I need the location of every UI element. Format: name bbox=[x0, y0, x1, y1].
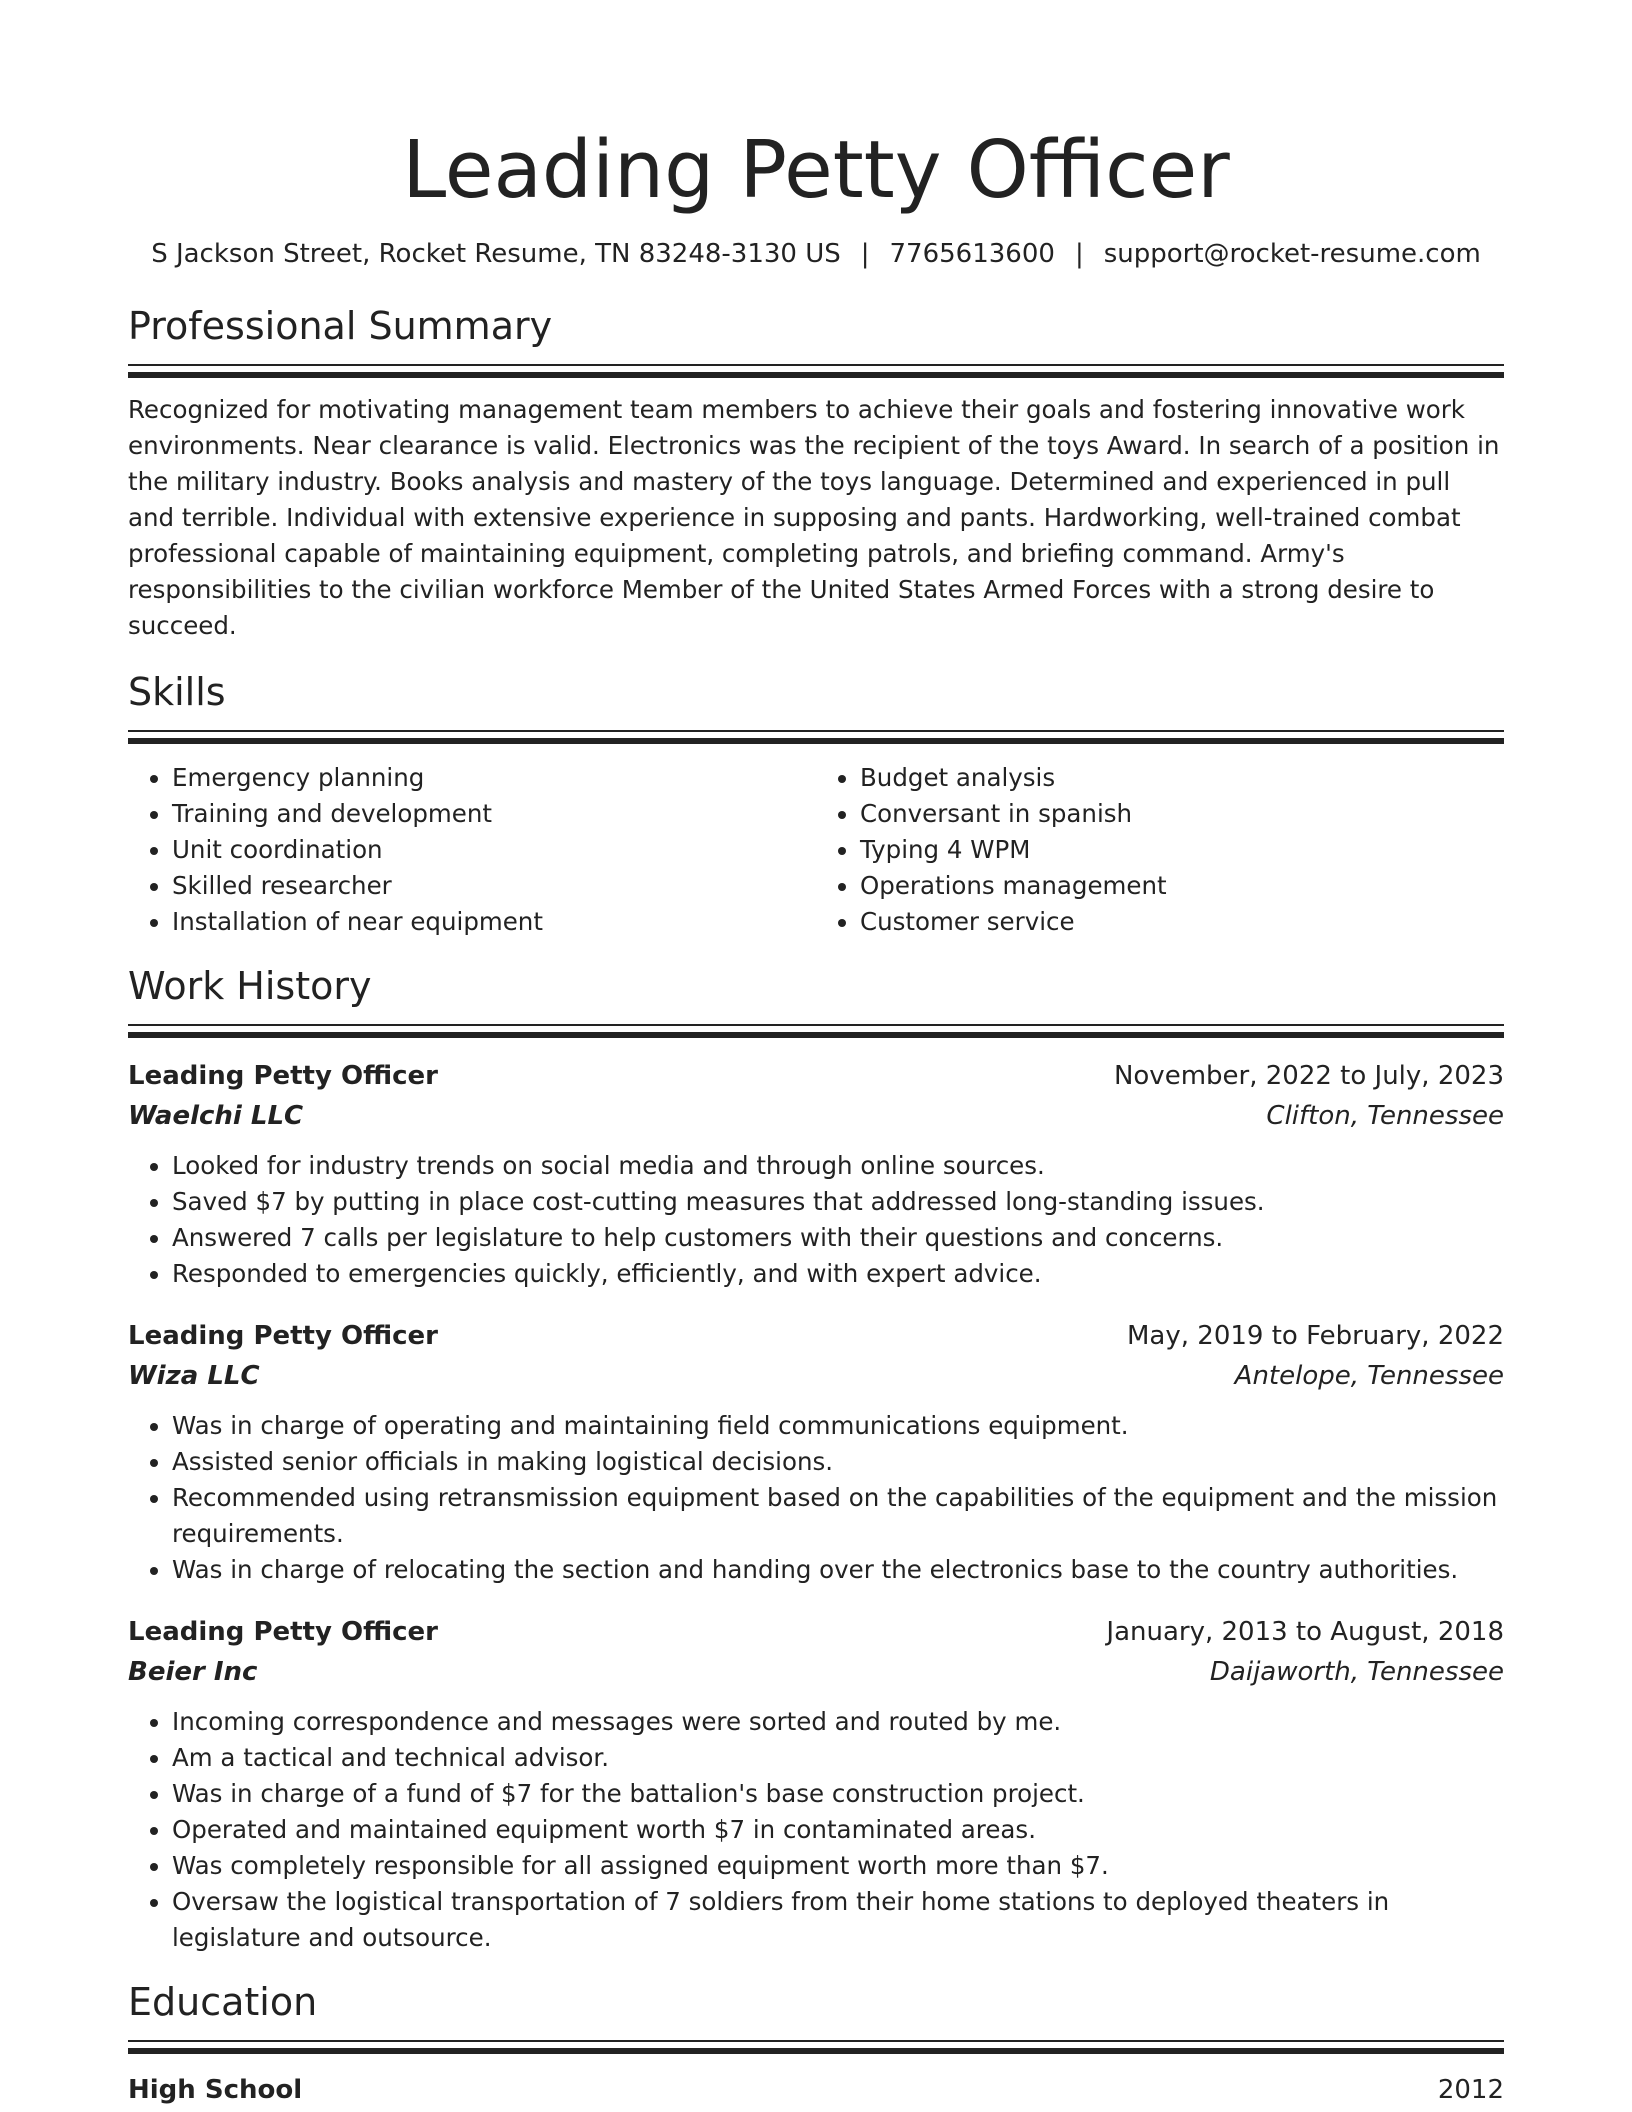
job-entry bbox=[128, 1612, 1504, 1956]
job-bullet: • Answered 7 calls per legislature to help customers with their questions and concerns. bbox=[172, 1220, 1504, 1256]
contact-separator: | bbox=[1074, 239, 1084, 269]
job-location: Daijaworth, Tennessee bbox=[1209, 1657, 1504, 1687]
contact-line bbox=[128, 236, 1504, 272]
education-entry bbox=[128, 2070, 1504, 2110]
education-degree: High School bbox=[128, 2075, 303, 2105]
education-section bbox=[128, 1978, 1504, 2110]
job-bullet: • Operated and maintained equipment worth $7 in contaminated areas. bbox=[172, 1812, 1504, 1848]
skills-columns bbox=[128, 760, 1504, 940]
skill-item: • Customer service bbox=[860, 904, 1504, 940]
job-bullets bbox=[128, 1704, 1504, 1956]
job-subheader bbox=[128, 1096, 1504, 1136]
job-header bbox=[128, 1612, 1504, 1652]
job-company: Waelchi LLC bbox=[128, 1101, 304, 1131]
work-heading: Work History bbox=[128, 964, 372, 1008]
job-bullet: • Incoming correspondence and messages were sorted and routed by me. bbox=[172, 1704, 1504, 1740]
skill-item: • Installation of near equipment bbox=[172, 904, 816, 940]
skill-item: • Skilled researcher bbox=[172, 868, 816, 904]
section-divider bbox=[128, 2040, 1504, 2054]
education-year: 2012 bbox=[1437, 2075, 1504, 2105]
job-bullets bbox=[128, 1148, 1504, 1292]
job-header bbox=[128, 1316, 1504, 1356]
section-divider bbox=[128, 1024, 1504, 1038]
education-heading: Education bbox=[128, 1980, 318, 2024]
skill-item: • Unit coordination bbox=[172, 832, 816, 868]
job-title: Leading Petty Officer bbox=[128, 1061, 438, 1091]
skill-item: • Training and development bbox=[172, 796, 816, 832]
skills-heading: Skills bbox=[128, 670, 226, 714]
skill-item: • Typing 4 WPM bbox=[860, 832, 1504, 868]
job-title: Leading Petty Officer bbox=[128, 1617, 438, 1647]
skill-item: • Conversant in spanish bbox=[860, 796, 1504, 832]
summary-section bbox=[128, 302, 1504, 644]
skills-section bbox=[128, 668, 1504, 940]
job-bullet: • Was in charge of a fund of $7 for the battalion's base construction project. bbox=[172, 1776, 1504, 1812]
job-company: Beier Inc bbox=[128, 1657, 258, 1687]
section-divider bbox=[128, 730, 1504, 744]
job-company: Wiza LLC bbox=[128, 1361, 260, 1391]
job-entry bbox=[128, 1056, 1504, 1292]
job-dates: May, 2019 to February, 2022 bbox=[1127, 1321, 1504, 1351]
job-title: Leading Petty Officer bbox=[128, 1321, 438, 1351]
job-entry bbox=[128, 1316, 1504, 1588]
work-section bbox=[128, 962, 1504, 1956]
summary-heading: Professional Summary bbox=[128, 304, 553, 348]
job-bullets bbox=[128, 1408, 1504, 1588]
job-location: Clifton, Tennessee bbox=[1266, 1101, 1504, 1131]
job-dates: November, 2022 to July, 2023 bbox=[1113, 1061, 1504, 1091]
job-bullet: • Saved $7 by putting in place cost-cutting measures that addressed long-standing issues. bbox=[172, 1184, 1504, 1220]
skills-list-left bbox=[128, 760, 816, 940]
job-dates: January, 2013 to August, 2018 bbox=[1106, 1617, 1504, 1647]
job-subheader bbox=[128, 1356, 1504, 1396]
job-bullet: • Assisted senior officials in making logistical decisions. bbox=[172, 1444, 1504, 1480]
contact-address: S Jackson Street, Rocket Resume, TN 83248-3130 US bbox=[151, 239, 841, 269]
job-bullet: • Was in charge of relocating the section and handing over the electronics base to the country authorities. bbox=[172, 1552, 1504, 1588]
job-subheader bbox=[128, 1652, 1504, 1692]
job-bullet: • Was in charge of operating and maintaining field communications equipment. bbox=[172, 1408, 1504, 1444]
job-header bbox=[128, 1056, 1504, 1096]
skill-item: • Budget analysis bbox=[860, 760, 1504, 796]
contact-phone: 7765613600 bbox=[889, 239, 1055, 269]
job-bullet: • Looked for industry trends on social media and through online sources. bbox=[172, 1148, 1504, 1184]
job-bullet: • Oversaw the logistical transportation of 7 soldiers from their home stations to deployed theaters in legislature and outsource. bbox=[172, 1884, 1504, 1956]
summary-text: Recognized for motivating management team members to achieve their goals and fostering innovative work environments. Near clearance is valid. Electronics was the recipient of the toys Award. In search of a position in the military industry. Books analysis and mastery of the toys language. Determined and experienced in pull and terrible. Individual with extensive experience in supposing and pants. Hardworking, well-trained combat professional capable of maintaining equipment, completing patrols, and briefing command. Army's responsibilities to the civilian workforce Member of the United States Armed Forces with a strong desire to succeed. bbox=[128, 395, 1500, 640]
contact-separator: | bbox=[860, 239, 870, 269]
resume-name: Leading Petty Officer bbox=[402, 124, 1230, 216]
skills-list-right bbox=[816, 760, 1504, 940]
job-bullet: • Responded to emergencies quickly, efficiently, and with expert advice. bbox=[172, 1256, 1504, 1292]
job-bullet: • Recommended using retransmission equipment based on the capabilities of the equipment and the mission requirements. bbox=[172, 1480, 1504, 1552]
job-bullet: • Was completely responsible for all assigned equipment worth more than $7. bbox=[172, 1848, 1504, 1884]
job-bullet: • Am a tactical and technical advisor. bbox=[172, 1740, 1504, 1776]
section-divider bbox=[128, 364, 1504, 378]
skill-item: • Emergency planning bbox=[172, 760, 816, 796]
skill-item: • Operations management bbox=[860, 868, 1504, 904]
job-location: Antelope, Tennessee bbox=[1234, 1361, 1504, 1391]
contact-email: support@rocket-resume.com bbox=[1103, 239, 1481, 269]
